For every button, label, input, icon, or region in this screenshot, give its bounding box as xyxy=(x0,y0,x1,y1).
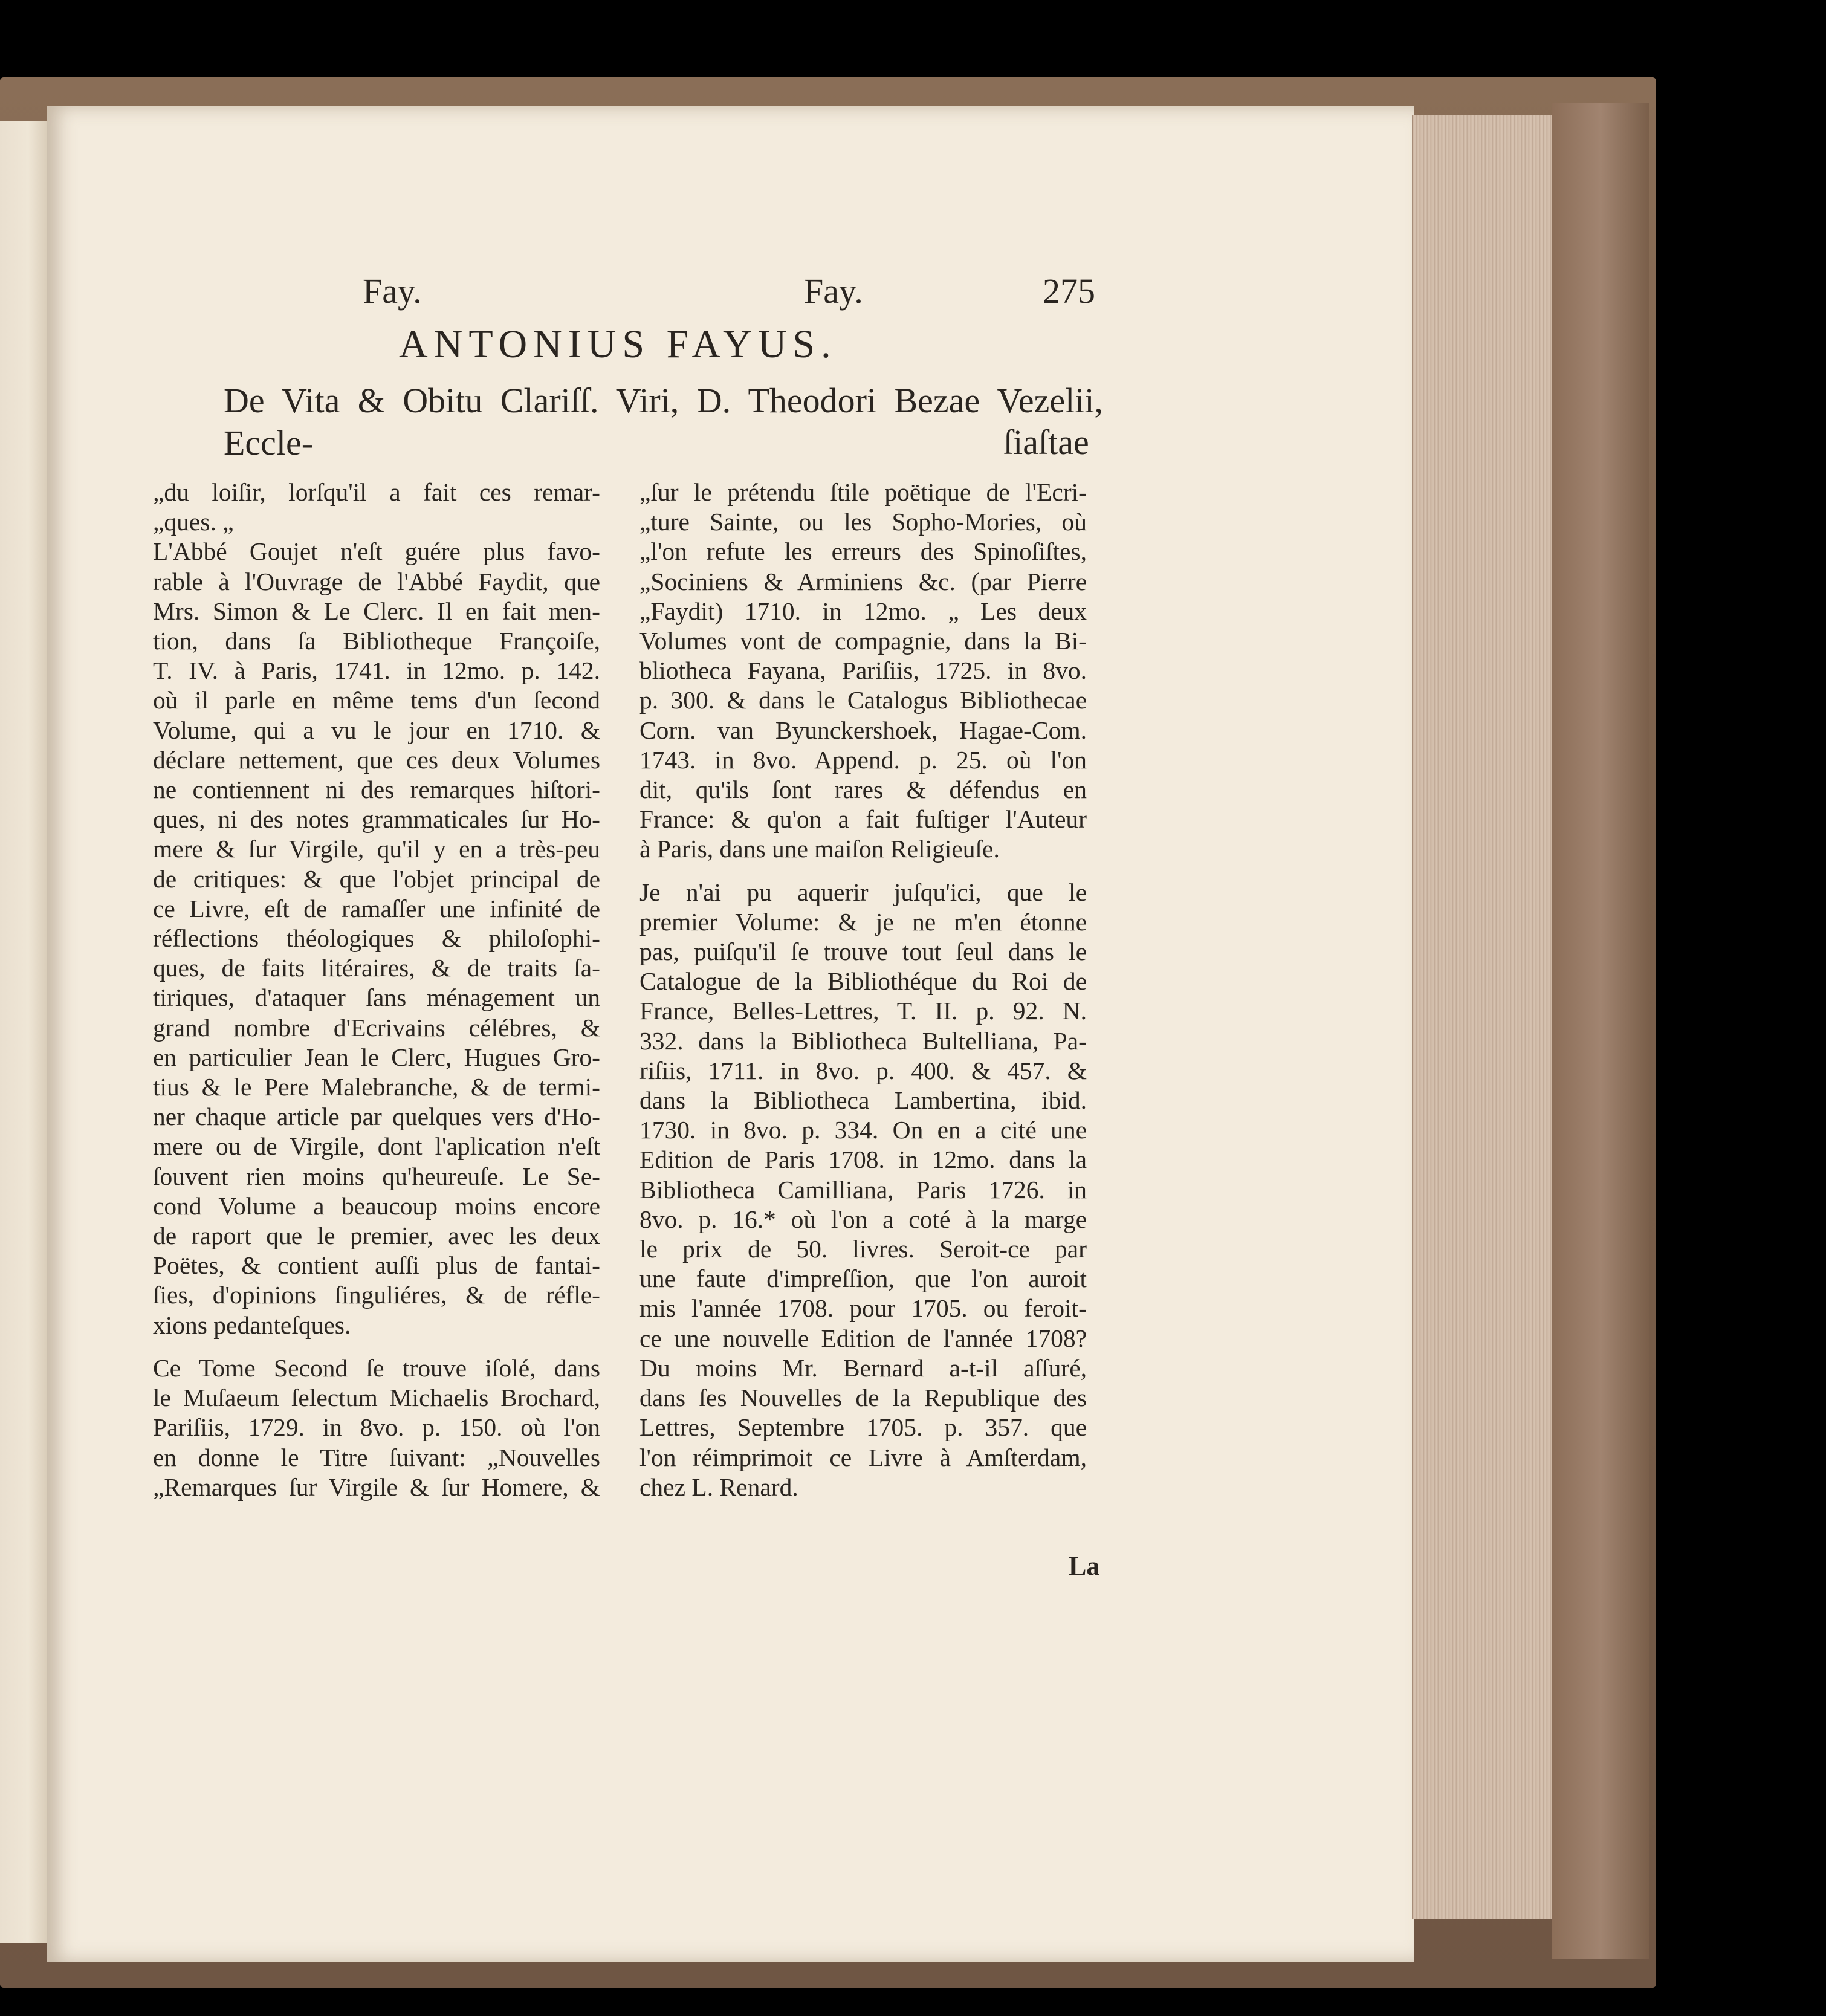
text-line: Catalogue de la Bibliothéque du Roi de xyxy=(639,967,1087,996)
catchword: La xyxy=(1069,1551,1100,1581)
text-line: mere ou de Virgile, dont l'aplication n'eſt xyxy=(153,1132,600,1161)
page-number: 275 xyxy=(1043,271,1095,311)
text-line: Pariſiis, 1729. in 8vo. p. 150. où l'on xyxy=(153,1413,600,1442)
text-line: Volumes vont de compagnie, dans la Bi- xyxy=(639,627,1087,655)
text-line: 8vo. p. 16.* où l'on a coté à la marge xyxy=(639,1205,1087,1233)
text-line: L'Abbé Goujet n'eſt guére plus favo- xyxy=(153,537,600,566)
running-head-left: Fay. xyxy=(363,271,422,311)
text-line: le Muſaeum ſelectum Michaelis Brochard, xyxy=(153,1384,600,1412)
text-line: réflections théologiques & philoſophi- xyxy=(153,924,600,953)
text-line: à Paris, dans une maiſon Religieuſe. xyxy=(639,835,1000,863)
text-line: cond Volume a beaucoup moins encore xyxy=(153,1191,600,1220)
running-head-center: Fay. xyxy=(804,271,863,311)
text-line: Bibliotheca Camilliana, Paris 1726. in xyxy=(639,1175,1087,1204)
text-line: ce une nouvelle Edition de l'année 1708? xyxy=(639,1324,1087,1352)
text-line: une faute d'impreſſion, que l'on auroit xyxy=(639,1265,1087,1293)
text-line: „du loiſir, lorſqu'il a fait ces remar- xyxy=(153,478,600,506)
text-line: ce Livre, eſt de ramaſſer une infinité de xyxy=(153,894,600,922)
binding-edge xyxy=(1552,103,1649,1959)
text-line: „Remarques ſur Virgile & ſur Homere, & xyxy=(153,1473,600,1501)
text-line: l'on réimprimoit ce Livre à Amſterdam, xyxy=(639,1443,1087,1471)
text-line: en donne le Titre ſuivant: „Nouvelles xyxy=(153,1443,600,1471)
text-line: bliotheca Fayana, Pariſiis, 1725. in 8vo. xyxy=(639,656,1087,685)
text-line: de critiques: & que l'objet principal de xyxy=(153,864,600,893)
text-line: dans ſes Nouvelles de la Republique des xyxy=(639,1384,1087,1412)
text-line: ques, de faits litéraires, & de traits ſa- xyxy=(153,954,600,982)
text-line: mere & ſur Virgile, qu'il y en a très-peu xyxy=(153,835,600,863)
text-line: Je n'ai pu aquerir juſqu'ici, que le xyxy=(639,878,1087,906)
text-line: xions pedanteſques. xyxy=(153,1311,351,1339)
text-line: ſies, d'opinions ſinguliéres, & de réfle- xyxy=(153,1281,600,1309)
text-line: T. IV. à Paris, 1741. in 12mo. p. 142. xyxy=(153,656,600,685)
text-line: „Sociniens & Arminiens &c. (par Pierre xyxy=(639,567,1087,595)
text-line: France: & qu'on a fait fuſtiger l'Auteur xyxy=(639,805,1087,834)
text-line: Lettres, Septembre 1705. p. 357. que xyxy=(639,1413,1087,1442)
text-line: de raport que le premier, avec les deux xyxy=(153,1222,600,1250)
text-line: rable à l'Ouvrage de l'Abbé Faydit, que xyxy=(153,567,600,595)
text-line: ſouvent rien moins qu'heureuſe. Le Se- xyxy=(153,1162,600,1190)
text-line: chez L. Renard. xyxy=(639,1473,798,1501)
text-line: tiriques, d'ataquer ſans ménagement un xyxy=(153,984,600,1012)
text-line: ner chaque article par quelques vers d'Ho- xyxy=(153,1103,600,1131)
text-line: Corn. van Byunckershoek, Hagae-Com. xyxy=(639,716,1087,744)
entry-subtitle-line-1: De Vita & Obitu Clariſſ. Viri, D. Theodori Bezae Vezelii, Eccle- xyxy=(224,381,1103,462)
text-line: 332. dans la Bibliotheca Bultelliana, Pa- xyxy=(639,1026,1087,1055)
text-line: p. 300. & dans le Catalogus Bibliothecae xyxy=(639,686,1087,715)
left-text-column xyxy=(153,478,600,1502)
text-line: „ques. „ xyxy=(153,508,234,536)
text-line: „ſur le prétendu ſtile poëtique de l'Ecri- xyxy=(639,478,1087,506)
text-line: ne contiennent ni des remarques hiſtori- xyxy=(153,776,600,804)
text-line: en particulier Jean le Clerc, Hugues Gro- xyxy=(153,1043,600,1071)
text-line: dans la Bibliotheca Lambertina, ibid. xyxy=(639,1086,1087,1115)
text-line: Mrs. Simon & Le Clerc. Il en fait men- xyxy=(153,597,600,625)
text-line: 1743. in 8vo. Append. p. 25. où l'on xyxy=(639,745,1087,774)
left-page-edge xyxy=(0,121,47,1943)
entry-subtitle-line-2: ſiaſtae xyxy=(1003,423,1089,462)
text-line: Edition de Paris 1708. in 12mo. dans la xyxy=(639,1146,1087,1174)
text-line: tius & le Pere Malebranche, & de termi- xyxy=(153,1073,600,1101)
text-line: Volume, qui a vu le jour en 1710. & xyxy=(153,716,600,744)
entry-title: ANTONIUS FAYUS. xyxy=(399,322,837,366)
text-line: pas, puiſqu'il ſe trouve tout ſeul dans le xyxy=(639,938,1087,966)
text-line: Ce Tome Second ſe trouve iſolé, dans xyxy=(153,1353,600,1382)
text-line: grand nombre d'Ecrivains célébres, & xyxy=(153,1013,600,1042)
text-line: riſiis, 1711. in 8vo. p. 400. & 457. & xyxy=(639,1056,1087,1084)
right-text-column xyxy=(639,478,1087,1502)
text-line: „Faydit) 1710. in 12mo. „ Les deux xyxy=(639,597,1087,625)
text-line: où il parle en même tems d'un ſecond xyxy=(153,686,600,715)
text-line: mis l'année 1708. pour 1705. ou feroit- xyxy=(639,1294,1087,1323)
text-line: France, Belles-Lettres, T. II. p. 92. N. xyxy=(639,997,1087,1025)
text-line: dit, qu'ils ſont rares & défendus en xyxy=(639,776,1087,804)
text-line: ques, ni des notes grammaticales ſur Ho- xyxy=(153,805,600,834)
text-line: premier Volume: & je ne m'en étonne xyxy=(639,907,1087,936)
text-line: Du moins Mr. Bernard a-t-il aſſuré, xyxy=(639,1353,1087,1382)
text-line: „ture Sainte, ou les Sopho-Mories, où xyxy=(639,508,1087,536)
page-fore-edge xyxy=(1412,115,1553,1919)
text-line: tion, dans ſa Bibliotheque Françoiſe, xyxy=(153,627,600,655)
text-line: „l'on refute les erreurs des Spinoſiſtes, xyxy=(639,537,1087,566)
text-line: déclare nettement, que ces deux Volumes xyxy=(153,745,600,774)
text-line: Poëtes, & contient auſſi plus de fantai- xyxy=(153,1251,600,1280)
text-line: 1730. in 8vo. p. 334. On en a cité une xyxy=(639,1116,1087,1144)
text-line: le prix de 50. livres. Seroit-ce par xyxy=(639,1235,1087,1263)
